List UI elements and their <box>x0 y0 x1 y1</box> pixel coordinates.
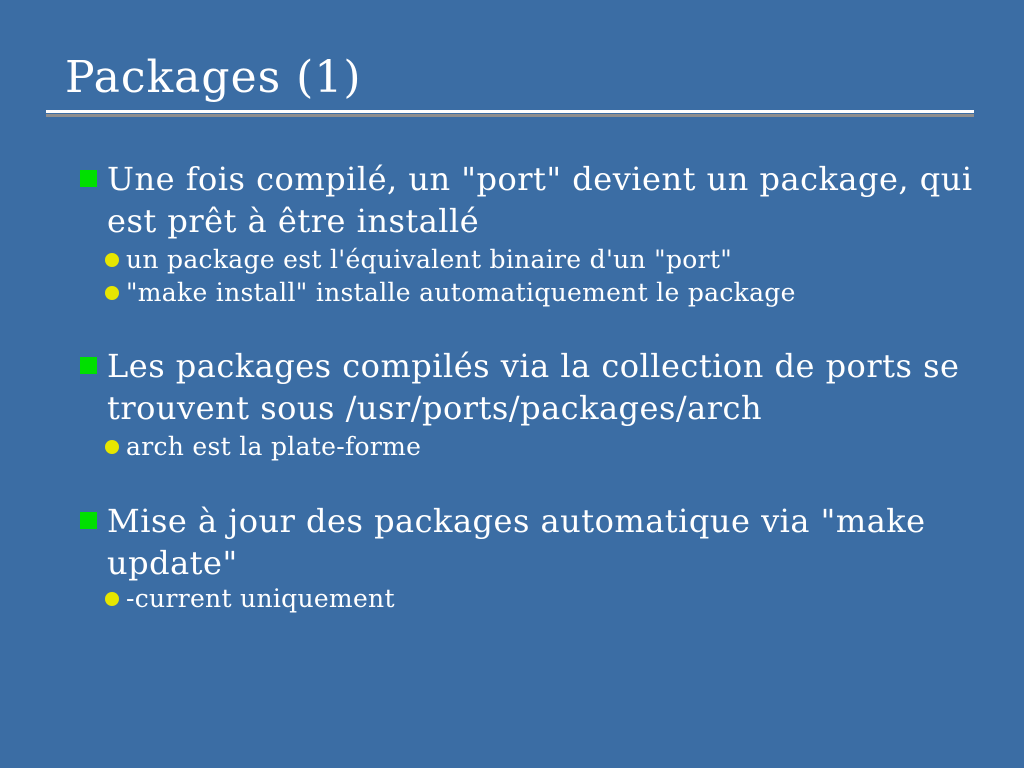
dot-bullet-icon <box>105 253 119 267</box>
sub-bullet-list <box>105 430 421 463</box>
sub-bullet-item <box>105 430 421 463</box>
slide-title: Packages (1) <box>65 52 362 103</box>
dot-bullet-icon <box>105 440 119 454</box>
title-underline-white <box>46 110 974 113</box>
bullet-text: Une fois compilé, un "port" devient un package, qui est prêt à être installé <box>107 160 973 240</box>
square-bullet-icon <box>80 512 97 529</box>
sub-bullet-item <box>105 243 796 276</box>
sub-bullet-item <box>105 276 796 309</box>
square-bullet-icon <box>80 170 97 187</box>
dot-bullet-icon <box>105 592 119 606</box>
bullet-text: Mise à jour des packages automatique via "make update" <box>107 502 926 582</box>
sub-bullet-item <box>105 582 395 615</box>
dot-bullet-icon <box>105 286 119 300</box>
sub-bullet-text: -current uniquement <box>126 584 395 613</box>
sub-bullet-list <box>105 243 796 309</box>
bullet-item <box>80 500 926 584</box>
title-underline-gray <box>46 114 974 117</box>
bullet-text: Les packages compilés via la collection de ports se trouvent sous /usr/ports/packages/arch <box>107 347 960 427</box>
sub-bullet-list <box>105 582 395 615</box>
bullet-item <box>80 345 959 429</box>
sub-bullet-text: "make install" installe automatiquement le package <box>126 278 796 307</box>
sub-bullet-text: un package est l'équivalent binaire d'un "port" <box>126 245 733 274</box>
square-bullet-icon <box>80 357 97 374</box>
sub-bullet-text: arch est la plate-forme <box>126 432 422 461</box>
bullet-item <box>80 158 973 242</box>
